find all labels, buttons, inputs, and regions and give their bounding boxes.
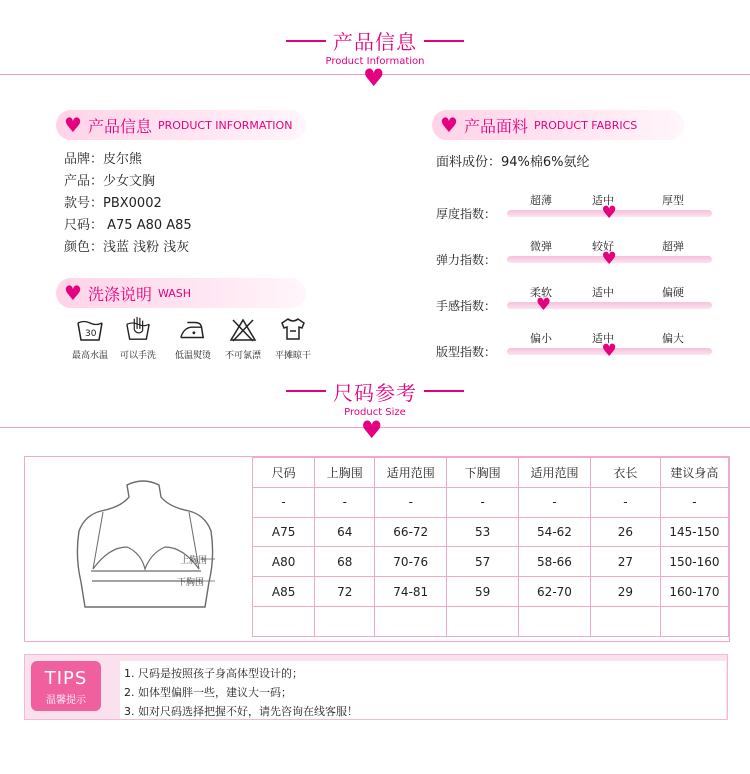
hand-wash-icon — [124, 315, 152, 341]
table-cell: - — [253, 487, 315, 517]
table-header-row — [253, 458, 729, 488]
tips-badge-title: TIPS — [44, 668, 88, 689]
index-tick: 超薄 — [530, 194, 552, 207]
table-cell — [519, 606, 591, 636]
pill-fabric — [432, 110, 684, 140]
table-cell: 66-72 — [375, 517, 447, 547]
table-cell: 74-81 — [375, 577, 447, 607]
table-cell: - — [590, 487, 660, 517]
pill-label-zh: 洗涤说明 — [87, 284, 152, 304]
info-brand: 品牌：皮尔熊 — [64, 152, 143, 167]
wash-label: 不可氯漂 — [224, 351, 261, 361]
table-header-cell: 适用范围 — [519, 458, 591, 488]
table-cell: A75 — [253, 517, 315, 547]
pill-label-en: WASH — [157, 286, 192, 300]
table-cell: - — [447, 487, 519, 517]
heart-icon: ♥ — [440, 113, 458, 137]
table-cell: 54-62 — [519, 517, 591, 547]
tips-badge — [31, 661, 101, 711]
table-cell: 145-150 — [660, 517, 728, 547]
table-cell: A80 — [253, 547, 315, 577]
wash-label: 最高水温 — [71, 351, 108, 361]
table-header-cell: 建议身高 — [660, 458, 728, 488]
index-tick: 适中 — [592, 332, 614, 345]
heart-knob-icon: ♥ — [601, 249, 617, 269]
dry-flat-icon — [279, 316, 307, 342]
index-tick: 微弹 — [530, 240, 552, 253]
product-info-list — [64, 149, 192, 259]
table-cell: - — [519, 487, 591, 517]
pill-label-en: PRODUCT FABRICS — [533, 118, 638, 132]
pill-product-info — [56, 110, 306, 140]
table-cell: 150-160 — [660, 547, 728, 577]
info-sizes: 尺码： A75 A80 A85 — [64, 218, 192, 233]
heart-icon: ♥ — [363, 64, 385, 92]
heart-knob-icon: ♥ — [535, 295, 552, 315]
table-cell — [590, 606, 660, 636]
table-cell: 57 — [447, 547, 519, 577]
no-bleach-icon — [229, 317, 257, 343]
table-cell: - — [375, 487, 447, 517]
table-header-cell: 上胸围 — [315, 458, 375, 488]
section-title-en: Product Size — [344, 407, 406, 418]
table-cell — [447, 606, 519, 636]
index-tick: 偏硬 — [662, 286, 684, 299]
table-row — [253, 517, 729, 547]
wash-label: 平摊晾干 — [274, 351, 311, 361]
tip-line: 3. 如对尺码选择把握不好，请先咨询在线客服！ — [124, 705, 358, 718]
section-title-en: Product Information — [325, 56, 425, 67]
tips-box — [24, 654, 728, 720]
index-label: 版型指数： — [436, 345, 497, 359]
figure-label-lower: 下胸围 — [177, 578, 205, 588]
table-cell: 64 — [315, 517, 375, 547]
table-cell: 70-76 — [375, 547, 447, 577]
index-label: 手感指数： — [436, 299, 497, 313]
tips-content — [120, 661, 726, 719]
low-iron-icon — [178, 317, 206, 343]
index-tick: 适中 — [592, 194, 614, 207]
index-tick: 厚型 — [662, 194, 684, 207]
table-cell — [375, 606, 447, 636]
table-cell: 53 — [447, 517, 519, 547]
wash-label: 低温熨烫 — [174, 351, 211, 361]
index-tick: 柔软 — [530, 286, 552, 299]
section-title-zh: 尺码参考 — [333, 381, 417, 405]
figure-label-upper: 上胸围 — [180, 556, 208, 566]
index-tick: 超弹 — [662, 240, 684, 253]
table-header-cell: 尺码 — [253, 458, 315, 488]
table-cell: 58-66 — [519, 547, 591, 577]
table-header-cell: 下胸围 — [447, 458, 519, 488]
heart-knob-icon: ♥ — [601, 341, 617, 361]
table-cell: 62-70 — [519, 577, 591, 607]
pill-label-zh: 产品面料 — [463, 116, 528, 136]
table-header-cell: 衣长 — [590, 458, 660, 488]
size-table — [252, 457, 729, 637]
table-cell — [253, 606, 315, 636]
fabric-composition: 面料成份：94%棉6%氨纶 — [436, 155, 590, 170]
pill-label-en: PRODUCT INFORMATION — [157, 118, 293, 132]
index-tick: 适中 — [592, 286, 614, 299]
section-title-product-info — [0, 26, 750, 67]
heart-icon: ♥ — [64, 113, 82, 137]
tip-line: 2. 如体型偏胖一些，建议大一码； — [124, 686, 292, 699]
table-row — [253, 547, 729, 577]
table-cell: - — [315, 487, 375, 517]
wash-temp-label: 30 — [85, 329, 97, 339]
bra-figure-illustration — [65, 477, 235, 627]
info-model: 款号：PBX0002 — [64, 196, 162, 211]
info-product: 产品：少女文胸 — [64, 174, 156, 189]
heart-icon: ♥ — [64, 281, 82, 305]
section-title-zh: 产品信息 — [333, 30, 417, 54]
table-cell: 59 — [447, 577, 519, 607]
table-row — [253, 487, 729, 517]
info-colors: 颜色：浅蓝 浅粉 浅灰 — [64, 240, 190, 255]
index-tick: 偏小 — [530, 332, 552, 345]
wash-label: 可以手洗 — [119, 351, 156, 361]
table-cell: 27 — [590, 547, 660, 577]
table-row — [253, 577, 729, 607]
pill-wash — [56, 278, 306, 308]
table-cell: 26 — [590, 517, 660, 547]
index-label: 弹力指数： — [436, 253, 497, 267]
table-cell: A85 — [253, 577, 315, 607]
table-cell: 160-170 — [660, 577, 728, 607]
tip-line: 1. 尺码是按照孩子身高体型设计的； — [124, 667, 303, 680]
table-cell: 72 — [315, 577, 375, 607]
heart-knob-icon: ♥ — [601, 203, 617, 223]
table-cell: 68 — [315, 547, 375, 577]
pill-label-zh: 产品信息 — [87, 116, 152, 136]
index-label: 厚度指数： — [436, 207, 497, 221]
table-header-cell: 适用范围 — [375, 458, 447, 488]
index-tick: 较好 — [592, 240, 614, 253]
table-cell: 29 — [590, 577, 660, 607]
table-cell — [660, 606, 728, 636]
size-table-box — [24, 456, 730, 642]
table-cell: - — [660, 487, 728, 517]
section-title-size — [0, 377, 750, 418]
tips-badge-sub: 温馨提示 — [46, 695, 86, 706]
heart-icon: ♥ — [361, 416, 383, 444]
table-cell — [315, 606, 375, 636]
index-tick: 偏大 — [662, 332, 684, 345]
wash-30-icon — [76, 317, 104, 343]
table-row — [253, 606, 729, 636]
